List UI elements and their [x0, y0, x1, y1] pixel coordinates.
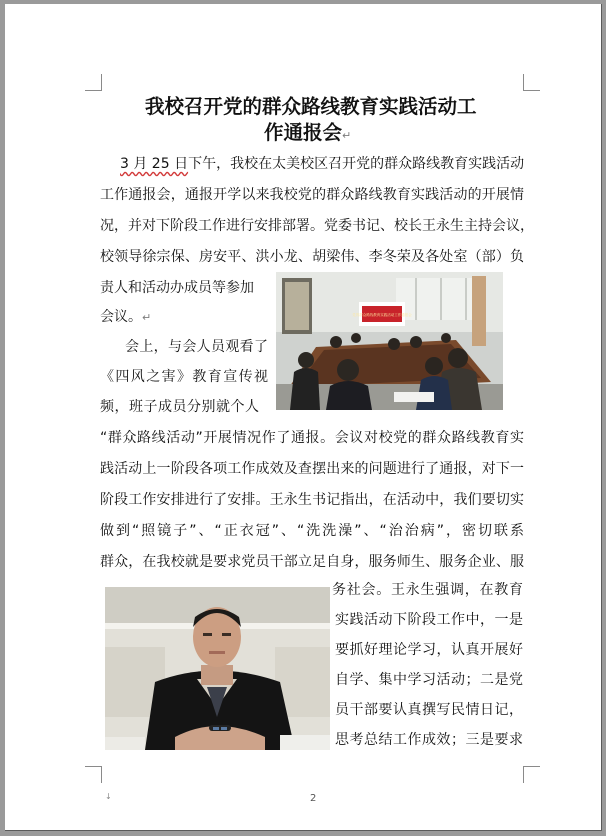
crop-mark-top-right — [523, 74, 540, 91]
paragraph-mark: ↵ — [342, 129, 352, 142]
text-line-12[interactable]: 阶段工作安排进行了安排。王永生书记指出，在活动中，我们要切实 — [100, 492, 524, 508]
text-line-9[interactable]: 频，班子成员分别就个人 — [100, 399, 259, 415]
text-line-16[interactable]: 实践活动下阶段工作中，一是 — [335, 612, 523, 628]
text-line-19[interactable]: 员干部要认真撰写民情日记， — [335, 702, 523, 718]
text-line-20[interactable]: 思考总结工作成效；三是要求 — [335, 732, 523, 748]
text-line-8[interactable]: 《四风之害》教育宣传视 — [100, 369, 268, 385]
title-line-2: 作通报会↵ — [264, 121, 352, 144]
meeting-banner-text: 党的群众路线教育实践活动工作通报会 — [352, 313, 412, 317]
text-line-13[interactable]: 做到“照镜子”、“正衣冠”、“洗洗澡”、“治治病”，密切联系 — [100, 523, 524, 539]
speaker-portrait-photo[interactable] — [105, 587, 330, 750]
text-line-5[interactable]: 责人和活动办成员等参加 — [100, 280, 254, 296]
text-line-7[interactable]: 会上，与会人员观看了 — [125, 339, 268, 355]
page-number: 2 — [310, 793, 317, 804]
text-line-18[interactable]: 自学、集中学习活动；二是党 — [335, 672, 523, 688]
crop-mark-top-left — [85, 74, 102, 91]
meeting-photo-graphic — [276, 272, 503, 410]
text-line-17[interactable]: 要抓好理论学习，认真开展好 — [335, 642, 523, 658]
crop-mark-bottom-right — [523, 766, 540, 783]
text-line-11[interactable]: 践活动上一阶段各项工作成效及查摆出来的问题进行了通报，对下一 — [100, 461, 524, 477]
text-line-3[interactable]: 况，并对下阶段工作进行安排部署。党委书记、校长王永生主持会议， — [100, 218, 534, 234]
paragraph-mark: ↵ — [142, 311, 152, 324]
text-line-14[interactable]: 群众，在我校就是要求党员干部立足自身，服务师生、服务企业、服 — [100, 554, 524, 570]
text-line-1[interactable]: 3 月 25 日下午，我校在太美校区召开党的群众路线教育实践活动 — [120, 156, 525, 172]
meeting-room-photo[interactable] — [276, 272, 503, 410]
crop-mark-bottom-left — [85, 766, 102, 783]
footer-paragraph-mark: ↓ — [105, 792, 112, 801]
title-line-1: 我校召开党的群众路线教育实践活动工 — [145, 95, 477, 118]
text-line-10[interactable]: “群众路线活动”开展情况作了通报。会议对校党的群众路线教育实 — [100, 430, 524, 446]
text-line-6[interactable]: 会议。↵ — [100, 309, 152, 325]
text-line-2[interactable]: 工作通报会，通报开学以来我校党的群众路线教育实践活动的开展情 — [100, 187, 524, 203]
document-title[interactable] — [145, 94, 535, 149]
speaker-photo-graphic — [105, 587, 330, 750]
text-line-15[interactable]: 务社会。王永生强调，在教育 — [332, 582, 523, 598]
text-line-4[interactable]: 校领导徐宗保、房安平、洪小龙、胡梁伟、李冬荣及各处室（部）负 — [100, 249, 524, 265]
document-page — [5, 4, 602, 831]
date-text: 3 月 25 日 — [120, 156, 189, 172]
